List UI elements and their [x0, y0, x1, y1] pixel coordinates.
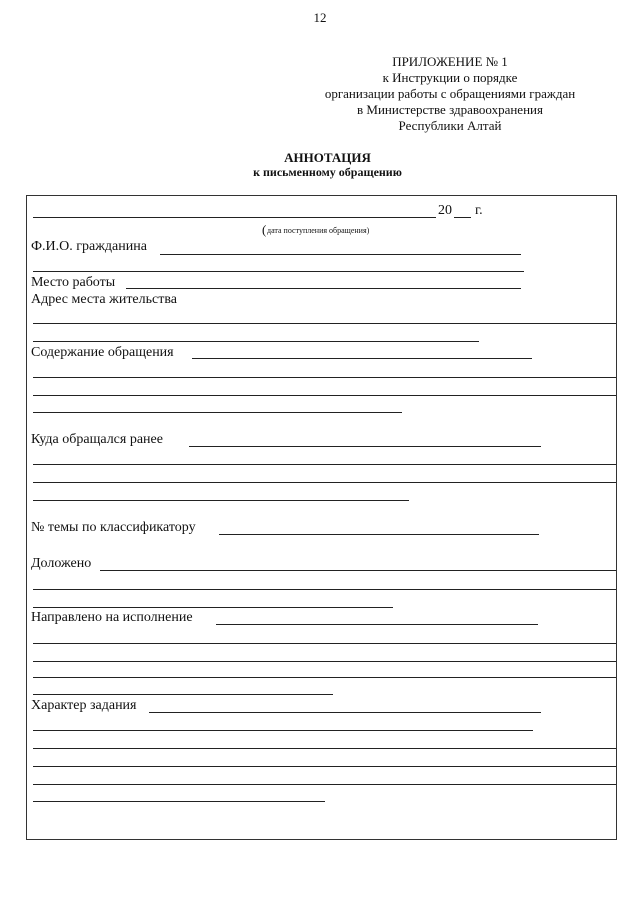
topic-label: № темы по классификатору [31, 520, 196, 535]
fio-label: Ф.И.О. гражданина [31, 239, 147, 254]
previous-line [189, 446, 541, 447]
work-line [126, 288, 521, 289]
address-label: Адрес места жительства [31, 292, 177, 307]
appendix-line: Республики Алтай [398, 118, 502, 133]
task-line-4 [33, 766, 616, 767]
appendix-line: к Инструкции о порядке [382, 70, 518, 85]
fio-line [160, 254, 521, 255]
page-number: 12 [313, 10, 327, 25]
appendix-line: ПРИЛОЖЕНИЕ № 1 [392, 54, 508, 69]
reported-line-2 [33, 589, 616, 590]
previous-line-3 [33, 482, 616, 483]
work-label: Место работы [31, 275, 116, 290]
content-line-3 [33, 395, 616, 396]
date-paren-open: ( [262, 222, 267, 237]
content-line [192, 358, 532, 359]
task-line-3 [33, 748, 616, 749]
appendix-header [300, 54, 600, 134]
appendix-line: организации работы с обращениями граждан [324, 86, 576, 101]
content-line-4 [33, 412, 402, 413]
address-line-2 [33, 341, 479, 342]
previous-label: Куда обращался ранее [31, 432, 163, 447]
previous-line-4 [33, 500, 409, 501]
sent-line-3 [33, 661, 616, 662]
reported-line-3 [33, 607, 393, 608]
task-line-6 [33, 801, 325, 802]
annotation-form [26, 195, 617, 840]
previous-line-2 [33, 464, 616, 465]
reported-line [100, 570, 616, 571]
topic-line [219, 534, 539, 535]
date-year-suffix: г. [475, 203, 483, 218]
task-line [149, 712, 541, 713]
date-year-line [454, 217, 471, 218]
reported-label: Доложено [31, 556, 92, 571]
sent-line [216, 624, 538, 625]
address-line [33, 323, 616, 324]
sent-line-2 [33, 643, 616, 644]
task-line-2 [33, 730, 533, 731]
sent-line-5 [33, 694, 333, 695]
fio-line-2 [33, 271, 524, 272]
date-caption: дата поступления обращения) [267, 226, 370, 235]
sent-label: Направлено на исполнение [31, 610, 193, 625]
date-caption-text: дата поступления обращения [267, 226, 367, 235]
date-year-prefix: 20 [438, 203, 452, 218]
document-title: АННОТАЦИЯ [284, 150, 371, 165]
date-line [33, 217, 436, 218]
sent-line-4 [33, 677, 616, 678]
task-label: Характер задания [31, 698, 137, 713]
content-line-2 [33, 377, 616, 378]
task-line-5 [33, 784, 616, 785]
document-subtitle: к письменному обращению [253, 165, 402, 179]
appendix-line: в Министерстве здравоохранения [357, 102, 543, 117]
content-label: Содержание обращения [31, 345, 174, 360]
